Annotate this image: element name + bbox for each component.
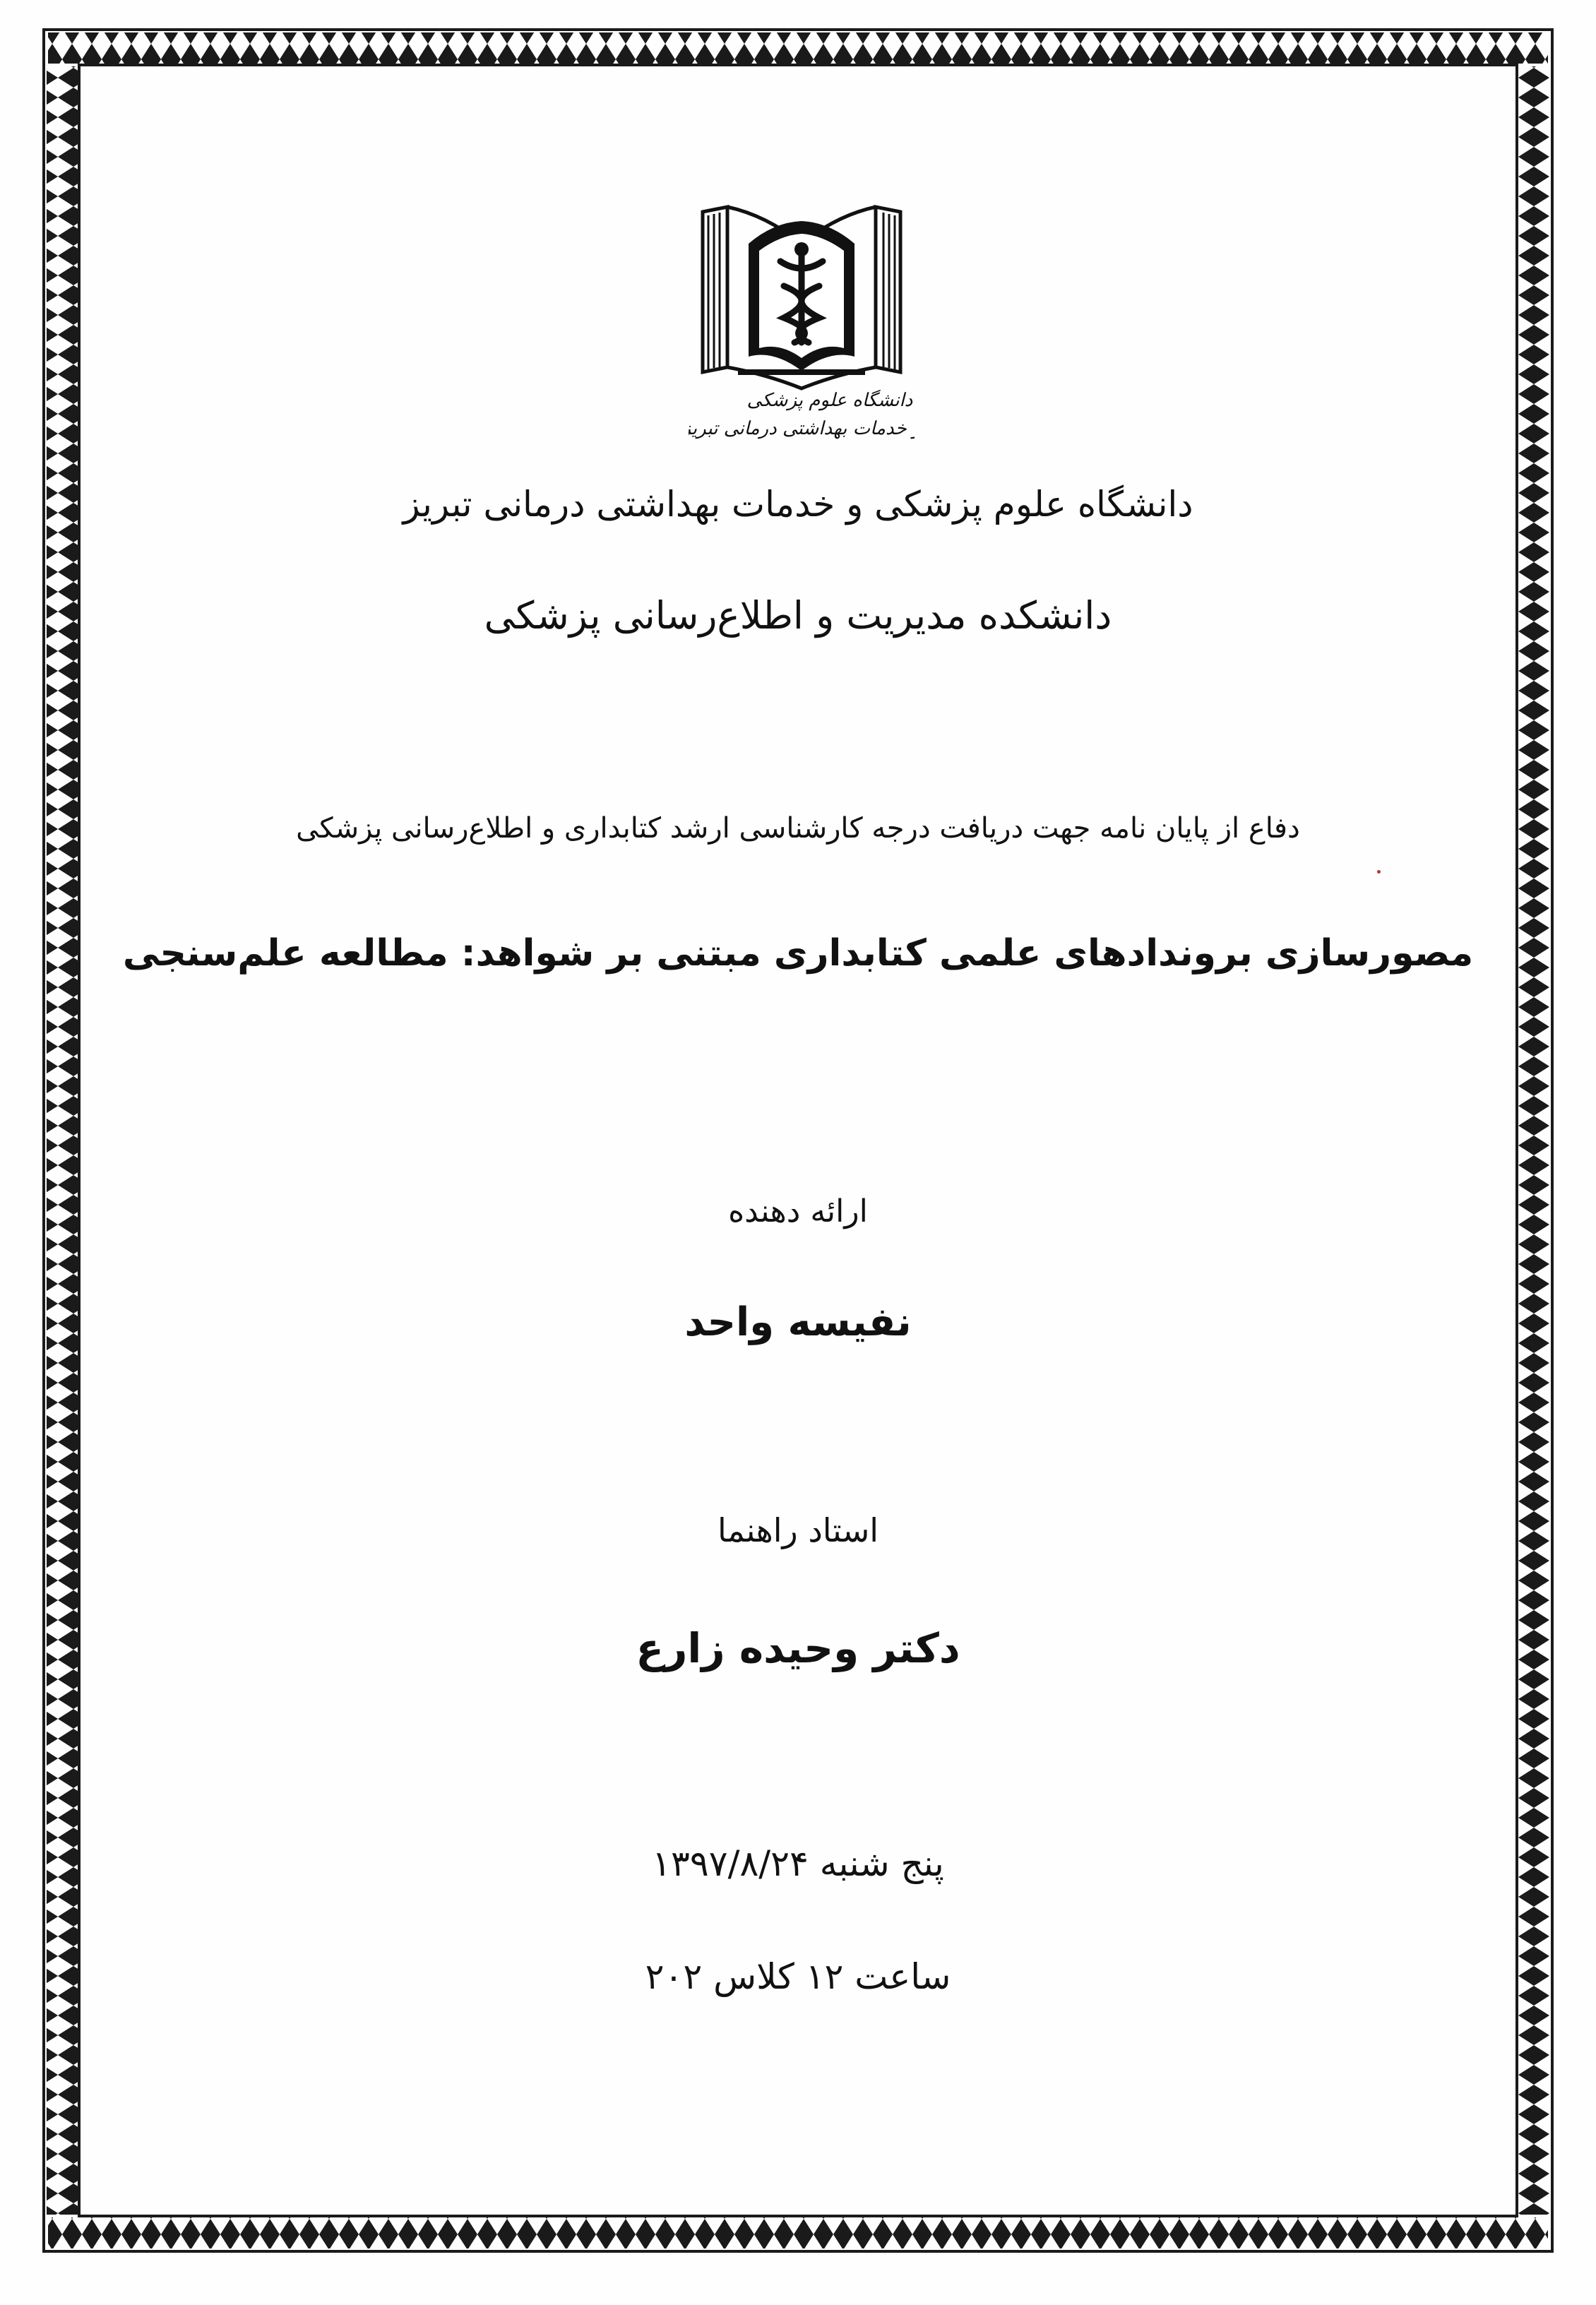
defense-time: ساعت ۱۲ کلاس ۲۰۲	[645, 1956, 951, 1997]
university-name: دانشگاه علوم پزشکی و خدمات بهداشتی درمانی تبریز	[403, 484, 1193, 525]
thesis-title: مصورسازی بروندادهای علمی کتابداری مبتنی بر شواهد: مطالعه علم‌سنجی	[122, 932, 1474, 975]
presenter-name: نفیسه واحد	[684, 1299, 912, 1345]
defense-description: دفاع از پایان نامه جهت دریافت درجه کارشناسی ارشد کتابداری و اطلاع‌رسانی پزشکی	[296, 812, 1300, 845]
presenter-label: ارائه دهنده	[728, 1193, 868, 1229]
advisor-name: دکتر وحیده زارع	[636, 1624, 960, 1672]
university-logo	[689, 201, 915, 448]
faculty-name: دانشکده مدیریت و اطلاع‌رسانی پزشکی	[484, 593, 1112, 638]
defense-date: پنج شنبه ۱۳۹۷/۸/۲۴	[652, 1843, 944, 1884]
logo-caption-line2: و خدمات بهداشتی درمانی تبریز	[689, 418, 915, 439]
advisor-label: استاد راهنما	[717, 1511, 879, 1549]
university-emblem-icon	[689, 201, 915, 448]
stray-mark	[1377, 870, 1381, 874]
logo-caption-line1: دانشگاه علوم پزشکی	[746, 390, 913, 411]
